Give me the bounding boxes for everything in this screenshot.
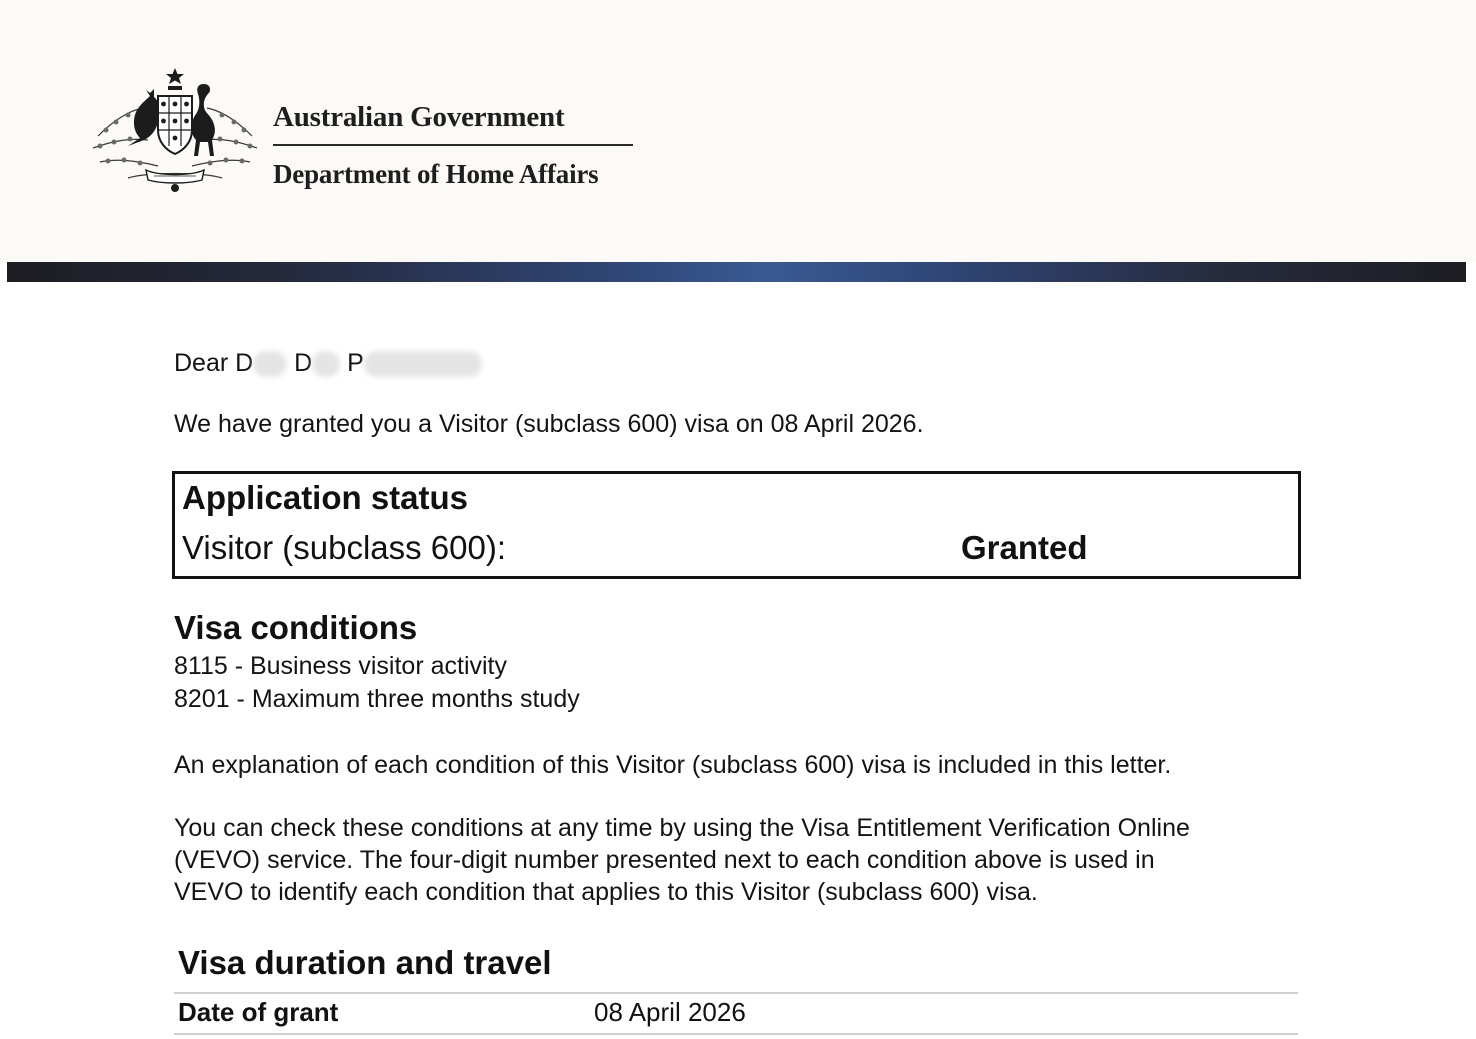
status-badge: Granted [961, 529, 1088, 566]
salutation-prefix: Dear [174, 349, 229, 377]
application-status-heading: Application status [182, 479, 469, 516]
letterhead [0, 0, 1476, 262]
government-name: Australian Government [273, 101, 565, 133]
commonwealth-coat-of-arms-icon [88, 66, 262, 194]
table-divider [174, 992, 1298, 994]
condition-item: 8115 - Business visitor activity [174, 652, 507, 680]
redacted-name-part [312, 351, 340, 377]
header-colour-band [7, 262, 1466, 282]
conditions-explanation: An explanation of each condition of this Visitor (subclass 600) visa is included in this letter. [174, 751, 1172, 779]
date-of-grant-label: Date of grant [178, 997, 339, 1027]
vevo-paragraph [174, 812, 1190, 908]
grant-statement: We have granted you a Visitor (subclass 600) visa on 08 April 2026. [174, 410, 924, 438]
redacted-name-part [364, 351, 482, 377]
vevo-line: You can check these conditions at any time by using the Visa Entitlement Verification Online [174, 814, 1190, 842]
redacted-name-part [253, 351, 287, 377]
department-name: Department of Home Affairs [273, 159, 599, 189]
vevo-line: (VEVO) service. The four-digit number presented next to each condition above is used in [174, 846, 1155, 874]
condition-item: 8201 - Maximum three months study [174, 685, 580, 713]
name-initial-2: D [294, 349, 313, 377]
salutation [174, 347, 482, 379]
date-of-grant-value: 08 April 2026 [594, 997, 746, 1027]
application-status-box [172, 471, 1301, 579]
visa-duration-heading: Visa duration and travel [178, 944, 552, 981]
letterhead-divider [273, 144, 633, 146]
visa-subclass-label: Visitor (subclass 600): [182, 529, 507, 566]
name-initial-1: D [235, 349, 254, 377]
table-divider [174, 1033, 1298, 1035]
name-initial-3: P [347, 349, 364, 377]
visa-conditions-heading: Visa conditions [174, 609, 418, 646]
vevo-line: VEVO to identify each condition that applies to this Visitor (subclass 600) visa. [174, 878, 1038, 906]
